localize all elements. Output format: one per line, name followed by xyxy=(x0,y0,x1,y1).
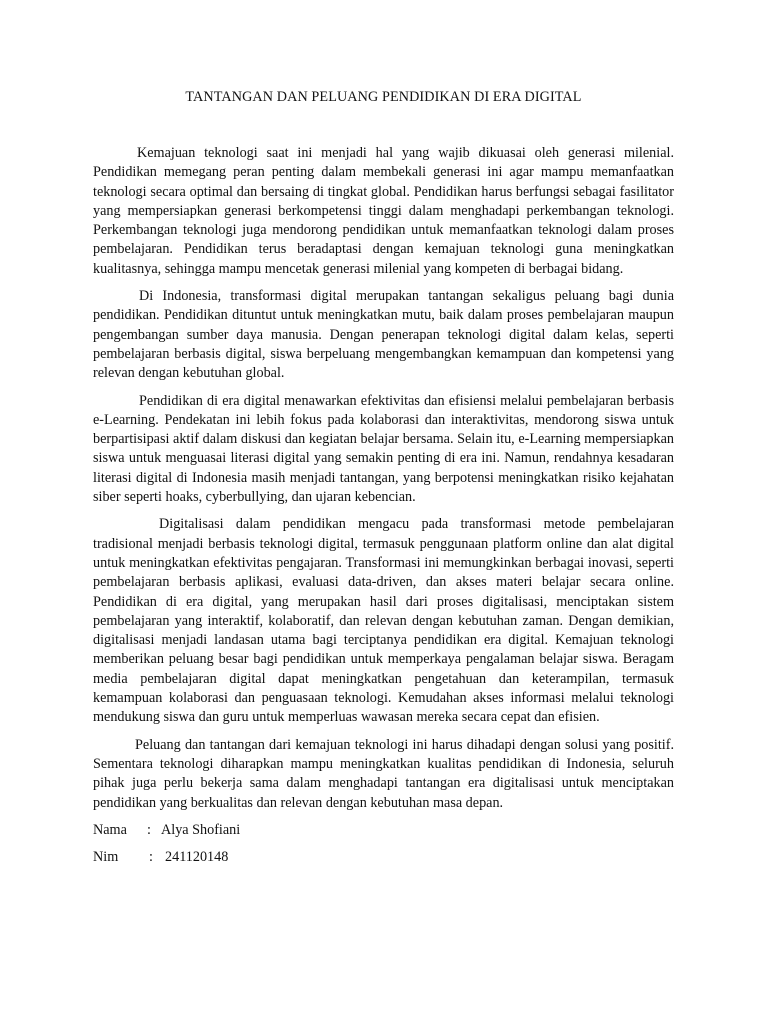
author-nim-value: 241120148 xyxy=(165,848,229,865)
author-nim-separator: : xyxy=(149,848,153,865)
author-name-row xyxy=(93,821,674,840)
author-nim-row xyxy=(93,848,674,867)
paragraph-1: Kemajuan teknologi saat ini menjadi hal yang wajib dikuasai oleh generasi milenial. Pendidikan memegang peran penting dalam membekali generasi ini agar mampu memanfaatkan teknologi secara optimal dan bersaing di tingkat global. Pendidikan harus berfungsi sebagai fasilitator yang mempersiapkan generasi berkompetensi tinggi dalam menghadapi perkembangan teknologi. Perkembangan teknologi juga mendorong pendidikan untuk memanfaatkan teknologi dalam proses pembelajaran. Pendidikan terus beradaptasi dengan kemajuan teknologi guna meningkatkan kualitasnya, sehingga mampu mencetak generasi milenial yang kompeten di berbagai bidang. xyxy=(93,145,674,277)
paragraph-3: Pendidikan di era digital menawarkan efektivitas dan efisiensi melalui pembelajaran berbasis e-Learning. Pendekatan ini lebih fokus pada kolaborasi dan interaktivitas, mendorong siswa untuk berpartisipasi aktif dalam diskusi dan kegiatan belajar bersama. Selain itu, e-Learning mempersiapkan siswa untuk menguasai literasi digital yang semakin penting di era ini. Namun, rendahnya kesadaran literasi digital di Indonesia masih menjadi tantangan, yang berpotensi meningkatkan risiko kejahatan siber seperti hoaks, cyberbullying, dan ujaran kebencian. xyxy=(93,392,674,506)
document-title: TANTANGAN DAN PELUANG PENDIDIKAN DI ERA DIGITAL xyxy=(185,89,582,105)
paragraph-5: Peluang dan tantangan dari kemajuan teknologi ini harus dihadapi dengan solusi yang positif. Sementara teknologi diharapkan mampu meningkatkan kualitas pendidikan di Indonesia, seluruh pihak juga perlu bekerja sama dalam menghadapi tantangan era digitalisasi untuk menciptakan pendidikan yang berkualitas dan relevan dengan kebutuhan masa depan. xyxy=(93,736,674,811)
author-nim-label: Nim xyxy=(93,848,119,865)
author-name-label: Nama xyxy=(93,821,127,838)
document-body xyxy=(93,144,674,875)
paragraph-4: Digitalisasi dalam pendidikan mengacu pada transformasi metode pembelajaran tradisional menjadi berbasis teknologi digital, termasuk penggunaan platform online dan alat digital untuk meningkatkan efektivitas pengajaran. Transformasi ini memungkinkan berbagai inovasi, seperti pembelajaran berbasis aplikasi, evaluasi data-driven, dan akses materi belajar secara online. Pendidikan di era digital, yang merupakan hasil dari proses digitalisasi, menciptakan sistem pembelajaran yang interaktif, kolaboratif, dan relevan dengan kebutuhan zaman. Dengan demikian, digitalisasi menjadi landasan utama bagi terciptanya pendidikan era digital. Kemajuan teknologi memberikan peluang besar bagi pendidikan untuk memperkaya pengalaman belajar siswa. Beragam media pembelajaran digital dapat meningkatkan pengetahuan dan keterampilan, termasuk kemampuan kolaborasi dan penguasaan teknologi. Kemudahan akses informasi melalui teknologi mendukung siswa dan guru untuk memperluas wawasan mereka secara cepat dan efisien. xyxy=(93,516,674,726)
author-name-separator: : xyxy=(147,821,151,838)
paragraph-2: Di Indonesia, transformasi digital merupakan tantangan sekaligus peluang bagi dunia pendidikan. Pendidikan dituntut untuk meningkatkan mutu, baik dalam proses pembelajaran maupun pengembangan sumber daya manusia. Dengan penerapan teknologi digital dalam kelas, seperti pembelajaran berbasis digital, siswa berpeluang mengembangkan kemampuan dan kompetensi yang relevan dengan kebutuhan global. xyxy=(93,288,674,382)
author-name-value: Alya Shofiani xyxy=(161,821,241,838)
